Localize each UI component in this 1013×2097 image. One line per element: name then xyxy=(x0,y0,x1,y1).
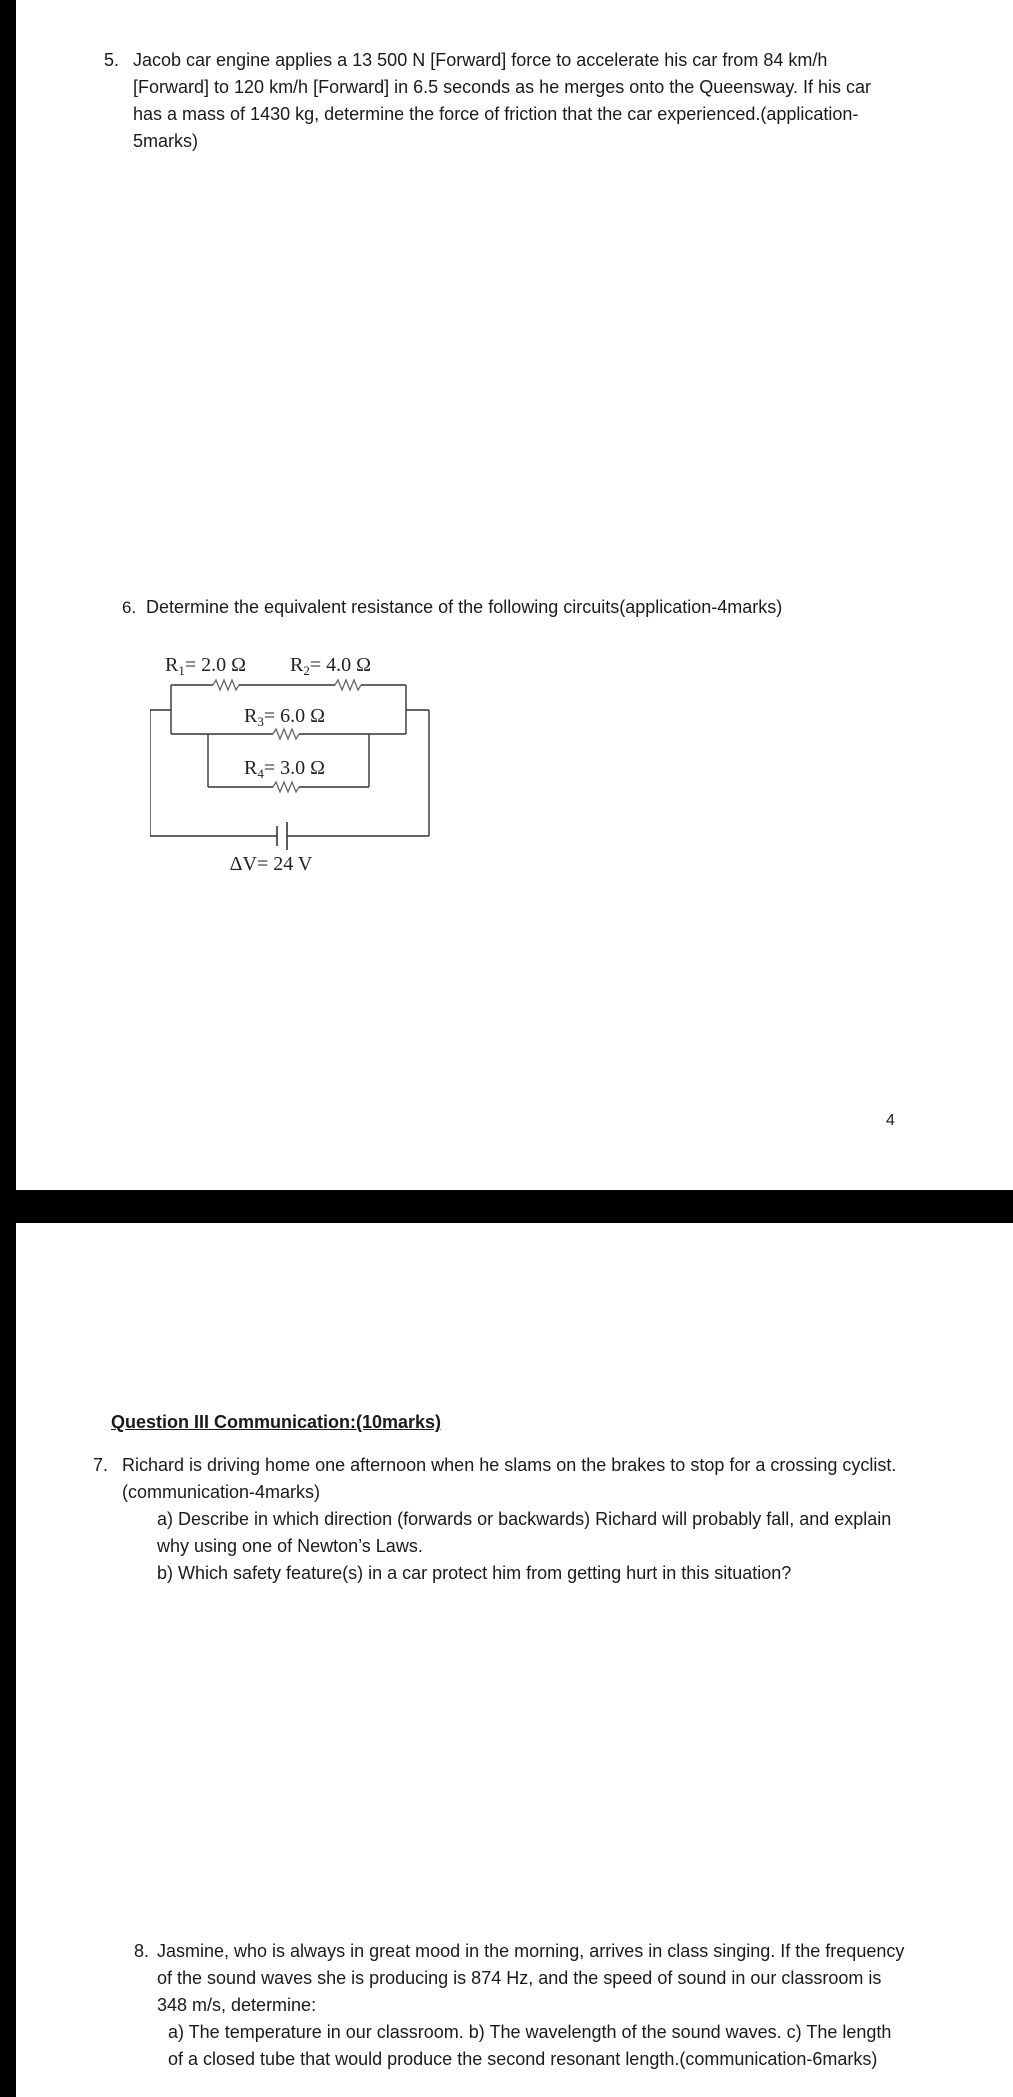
resistor-r1-label: $R_1= 2.0$ Ω xyxy=(165,654,246,678)
question-6-text: Determine the equivalent resistance of the following circuits(application-4marks) xyxy=(146,597,783,617)
question-8-subpart: of a closed tube that would produce the second resonant length.(communication-6marks) xyxy=(168,2049,878,2069)
question-5-line: 5marks) xyxy=(133,131,199,151)
question-5-number: 5. xyxy=(104,50,120,70)
question-7-part-a: why using one of Newton’s Laws. xyxy=(157,1536,423,1556)
question-7-line: Richard is driving home one afternoon when he slams on the brakes to stop for a crossing cyclist. xyxy=(122,1455,897,1475)
question-8-line: of the sound waves she is producing is 874 Hz, and the speed of sound in our classroom is xyxy=(157,1968,882,1988)
question-6-number: 6. xyxy=(122,598,137,617)
resistor-r4-symbol xyxy=(273,782,299,792)
question-7-part-a: a) Describe in which direction (forwards or backwards) Richard will probably fall, and explain xyxy=(157,1509,892,1529)
resistor-r3-symbol xyxy=(273,729,299,739)
resistor-r1-symbol xyxy=(213,680,239,690)
section-heading: Question III Communication:(10marks) xyxy=(111,1412,442,1432)
question-5-line: Jacob car engine applies a 13 500 N [Forward] force to accelerate his car from 84 km/h xyxy=(133,50,828,70)
voltage-label: ΔV= 24 V xyxy=(229,853,313,875)
question-8-line: 348 m/s, determine: xyxy=(157,1995,317,2015)
document-page-1 xyxy=(16,0,1013,1190)
question-5-line: has a mass of 1430 kg, determine the force of friction that the car experienced.(application- xyxy=(133,104,859,124)
left-margin-bar xyxy=(0,0,16,2097)
resistor-r2-label: $R_2= 4.0$ Ω xyxy=(290,654,371,678)
page-number: 4 xyxy=(886,1112,895,1129)
resistor-r2-symbol xyxy=(335,680,361,690)
page-separator xyxy=(0,1190,1013,1223)
resistor-r4-label: $R_4= 3.0$ Ω xyxy=(244,757,325,781)
question-5-line: [Forward] to 120 km/h [Forward] in 6.5 seconds as he merges onto the Queensway. If his car xyxy=(133,77,872,97)
question-7-line: (communication-4marks) xyxy=(122,1482,321,1502)
question-8-number: 8. xyxy=(134,1941,150,1961)
question-7-number: 7. xyxy=(93,1455,109,1475)
resistor-r3-label: $R_3= 6.0$ Ω xyxy=(244,705,325,729)
question-8-line: Jasmine, who is always in great mood in the morning, arrives in class singing. If the frequency xyxy=(157,1941,905,1961)
question-7-part-b: b) Which safety feature(s) in a car protect him from getting hurt in this situation? xyxy=(157,1563,792,1583)
circuit-diagram xyxy=(150,640,460,880)
document-page-2 xyxy=(16,1223,1013,2097)
question-8-subpart: a) The temperature in our classroom. b) The wavelength of the sound waves. c) The length xyxy=(168,2022,892,2042)
